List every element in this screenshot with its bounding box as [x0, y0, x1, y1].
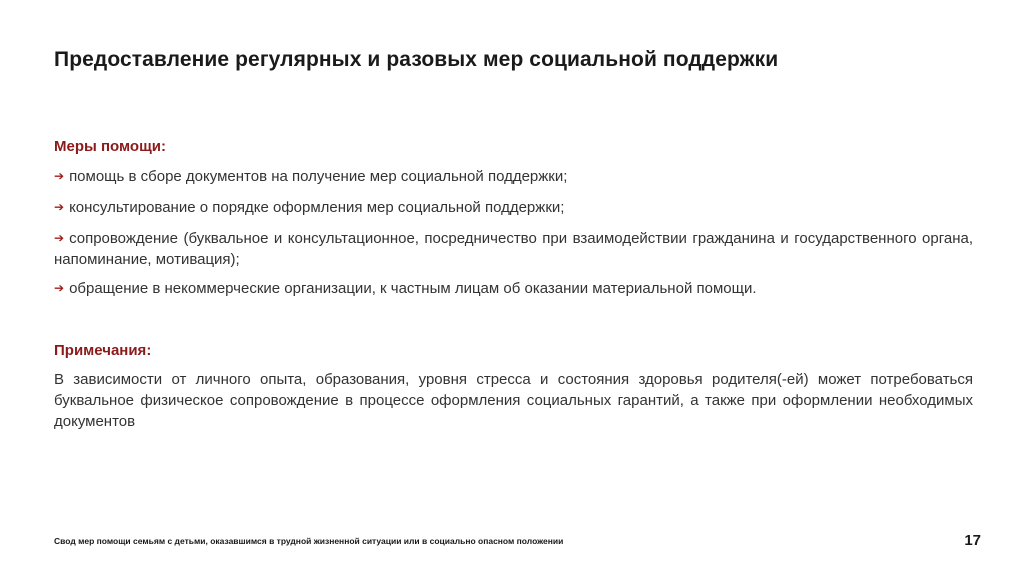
list-item	[54, 166, 973, 187]
list-item-text: консультирование о порядке оформления мер социальной поддержки;	[69, 199, 565, 216]
list-item-text: сопровождение (буквальное и консультационное, посредничество при взаимодействии гражданина и государственного органа, напоминание, мотивация);	[54, 230, 973, 268]
footer-caption: Свод мер помощи семьям с детьми, оказавшимся в трудной жизненной ситуации или в социально опасном положении	[54, 536, 564, 546]
arrow-right-icon: ➔	[54, 281, 65, 295]
measures-list	[54, 166, 973, 309]
list-item	[54, 278, 973, 299]
page-title: Предоставление регулярных и разовых мер социальной поддержки	[54, 48, 779, 71]
list-item-text: помощь в сборе документов на получение мер социальной поддержки;	[69, 168, 568, 185]
arrow-right-icon: ➔	[54, 169, 65, 183]
list-item	[54, 228, 973, 270]
notes-heading: Примечания:	[54, 342, 152, 359]
page-number: 17	[964, 532, 981, 549]
notes-text: В зависимости от личного опыта, образования, уровня стресса и состояния здоровья родителя(-ей) может потребоваться буквальное физическое сопровождение в процессе оформления социальных гарантий, а также при оформлении необходимых документов	[54, 371, 973, 430]
list-item	[54, 197, 973, 218]
list-item-text: обращение в некоммерческие организации, к частным лицам об оказании материальной помощи.	[69, 280, 757, 297]
arrow-right-icon: ➔	[54, 231, 65, 245]
arrow-right-icon: ➔	[54, 200, 65, 214]
measures-heading: Меры помощи:	[54, 138, 166, 155]
